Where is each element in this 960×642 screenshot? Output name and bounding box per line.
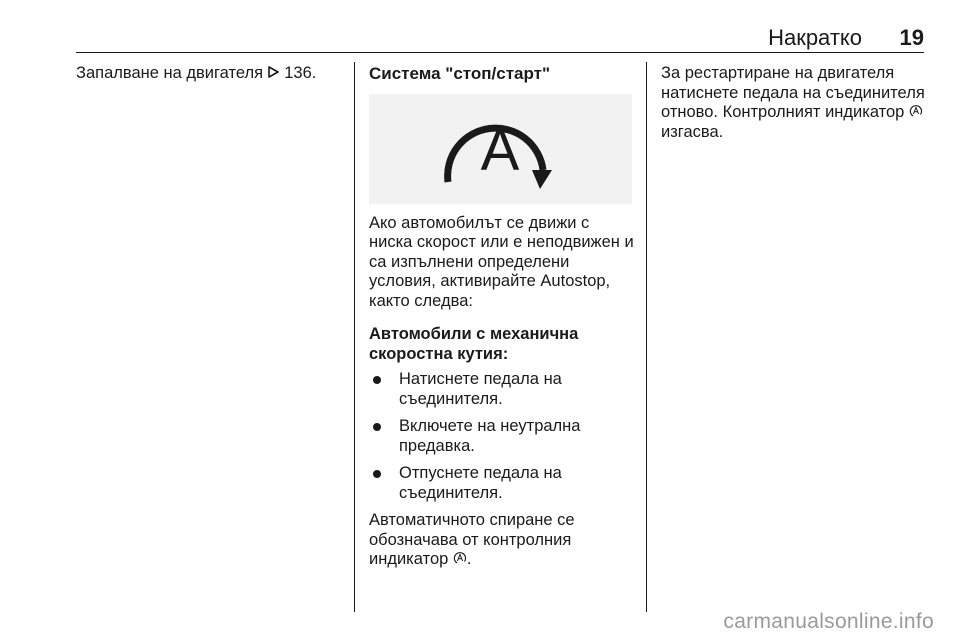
- page-number: 19: [899, 25, 924, 50]
- reference-text: Запалване на двигателя: [76, 64, 264, 82]
- section-title: Система "стоп/старт": [369, 64, 551, 83]
- column-divider-1: [354, 62, 355, 612]
- autostop-indicator-icon: [909, 104, 923, 118]
- outro-paragraph: Автоматичното спиране се обозначава от контролния индикатор .: [369, 511, 575, 568]
- watermark: carmanualsonline.info: [723, 610, 934, 633]
- subheading: Автомобили с механична скоростна кутия:: [369, 325, 579, 363]
- column-3: [661, 64, 931, 156]
- bullet-icon: [373, 470, 381, 478]
- restart-paragraph: За рестартиране на двигателя натиснете педала на съединителя отново. Контролният индикатор изгасва.: [661, 64, 925, 141]
- steps-list: [369, 370, 634, 503]
- autostop-icon: [369, 94, 632, 204]
- bullet-icon: [373, 376, 381, 384]
- list-item: Отпуснете педала на съединителя.: [369, 464, 634, 503]
- column-divider-2: [646, 62, 647, 612]
- autostop-indicator-icon: [453, 551, 467, 565]
- intro-paragraph: Ако автомобилът се движи с ниска скорост или е неподвижен и са изпълнени определени условия, активирайте Autostop, както следва:: [369, 213, 634, 310]
- cross-reference: [76, 64, 348, 84]
- reference-arrow-icon: [268, 64, 285, 82]
- list-item: Натиснете педала на съединителя.: [369, 370, 634, 409]
- reference-page: 136.: [284, 64, 317, 82]
- column-2: [369, 64, 634, 584]
- column-1: [76, 64, 348, 98]
- header-rule: [76, 52, 924, 53]
- autostop-figure: [369, 94, 632, 204]
- page-header: [76, 26, 924, 50]
- list-item: Включете на неутрална предавка.: [369, 417, 634, 456]
- bullet-icon: [373, 423, 381, 431]
- header-title: Накратко: [768, 25, 862, 50]
- figure-letter: A: [480, 117, 520, 183]
